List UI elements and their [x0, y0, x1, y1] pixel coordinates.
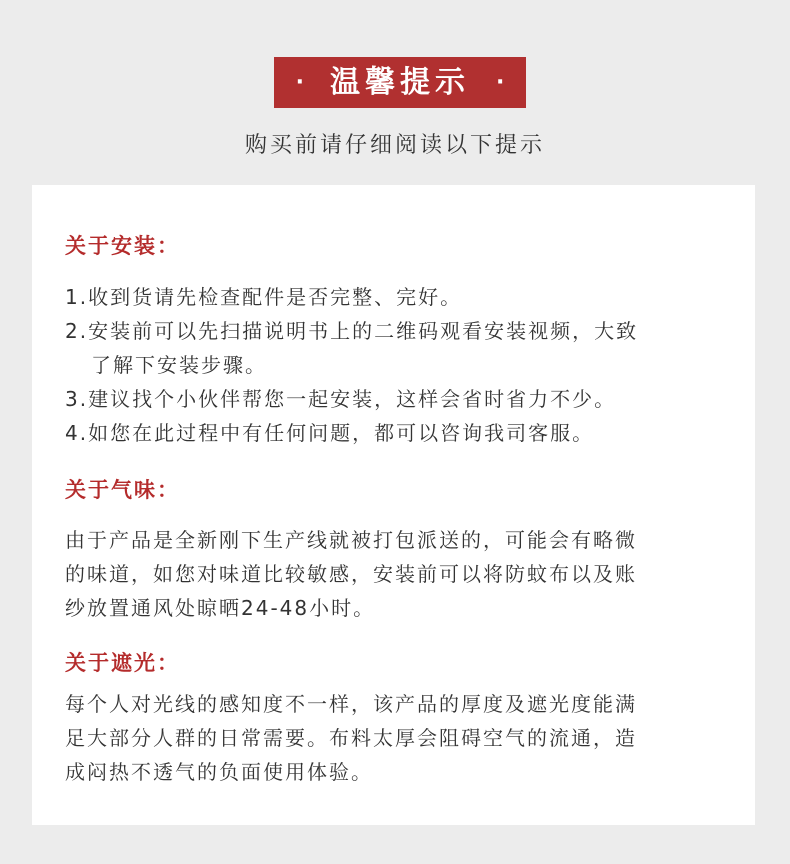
- install-list: [65, 280, 725, 450]
- install-item-text: 1.收到货请先检查配件是否完整、完好。: [65, 285, 463, 309]
- smell-line: 纱放置通风处晾晒24-48小时。: [65, 596, 376, 620]
- smell-line: 的味道，如您对味道比较敏感，安装前可以将防蚊布以及账: [65, 562, 637, 586]
- smell-heading: 关于气味：: [65, 478, 180, 502]
- install-item: [65, 416, 725, 450]
- install-item: [65, 314, 725, 382]
- install-item: [65, 382, 725, 416]
- smell-line: 由于产品是全新刚下生产线就被打包派送的，可能会有略微: [65, 528, 637, 552]
- install-item-text: 3.建议找个小伙伴帮您一起安装，这样会省时省力不少。: [65, 387, 617, 411]
- shade-line: 足大部分人群的日常需要。布料太厚会阻碍空气的流通，造: [65, 726, 637, 750]
- shade-line: 每个人对光线的感知度不一样，该产品的厚度及遮光度能满: [65, 692, 637, 716]
- page-subtitle: 购买前请仔细阅读以下提示: [244, 133, 545, 158]
- banner-dot-left: ·: [295, 69, 304, 95]
- install-item-text: 2.安装前可以先扫描说明书上的二维码观看安装视频，大致: [65, 319, 639, 343]
- shade-line: 成闷热不透气的负面使用体验。: [65, 760, 373, 784]
- shade-paragraph: [65, 687, 725, 789]
- banner-title: 温馨提示: [330, 64, 470, 100]
- install-item: [65, 280, 725, 314]
- title-banner: [274, 57, 526, 108]
- banner-dot-right: ·: [496, 69, 505, 95]
- install-heading: 关于安装：: [65, 234, 180, 258]
- install-section: [65, 231, 725, 450]
- install-item-continuation: 了解下安装步骤。: [91, 353, 267, 377]
- install-item-text: 4.如您在此过程中有任何问题，都可以咨询我司客服。: [65, 421, 595, 445]
- smell-paragraph: [65, 523, 725, 625]
- smell-section: [65, 475, 725, 625]
- shade-heading: 关于遮光：: [65, 651, 180, 675]
- notice-card: [32, 185, 755, 825]
- shade-section: [65, 648, 725, 789]
